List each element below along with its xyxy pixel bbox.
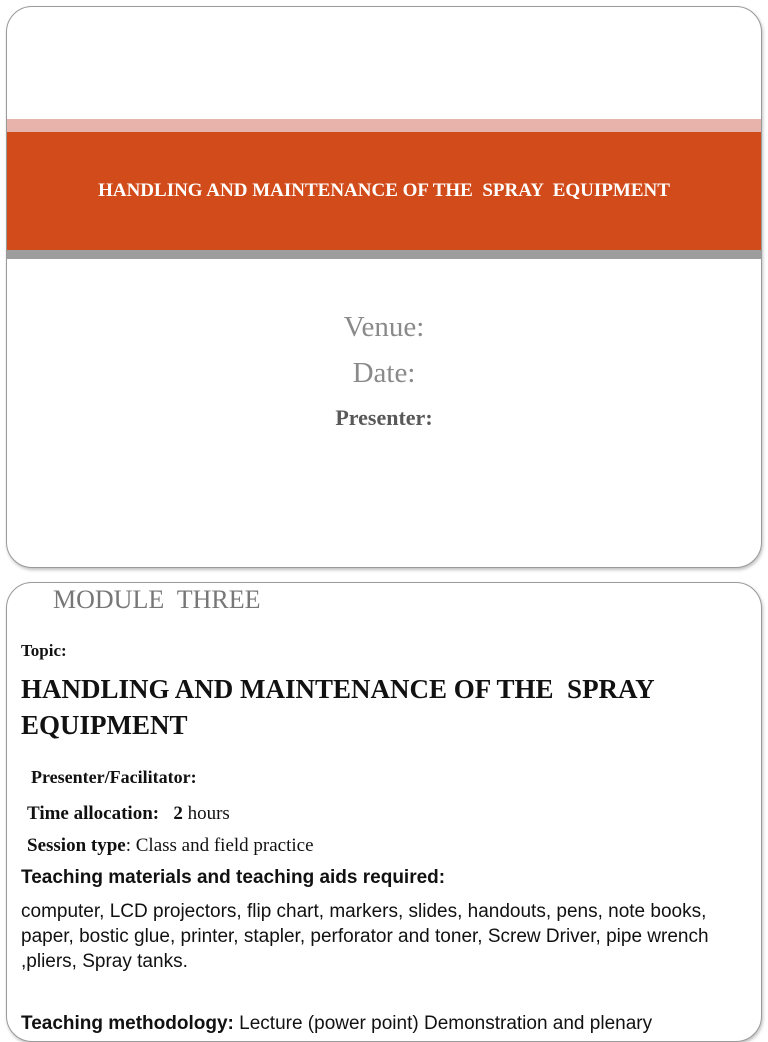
presenter-label: Presenter: — [335, 405, 433, 430]
session-type — [27, 835, 314, 857]
session-type-label: Session type — [27, 835, 126, 856]
date-label: Date: — [352, 357, 416, 389]
methodology — [21, 1013, 762, 1035]
materials-heading: Teaching materials and teaching aids required: — [21, 867, 446, 888]
module-slide — [6, 582, 762, 1042]
slide-title: HANDLING AND MAINTENANCE OF THE SPRAY EQUIPMENT — [98, 180, 670, 201]
title-band-bottom-stripe — [7, 250, 761, 259]
title-band-top-stripe — [7, 119, 761, 132]
time-allocation-label: Time allocation: — [27, 803, 160, 824]
topic-label: Topic: — [21, 641, 67, 660]
facilitator-label: Presenter/Facilitator: — [31, 767, 197, 787]
time-allocation-value: 2 — [173, 803, 183, 824]
session-type-value: : Class and field practice — [125, 835, 314, 856]
materials-list: computer, LCD projectors, flip chart, markers, slides, handouts, pens, note books, paper, bostic glue, printer, stapler, perforator and toner, Screw Driver, pipe wrench ,pliers, Spray tanks. — [21, 901, 709, 972]
venue-label: Venue: — [343, 311, 425, 343]
time-allocation-unit: hours — [182, 803, 230, 824]
topic-title: HANDLING AND MAINTENANCE OF THE SPRAY EQUIPMENT — [21, 674, 661, 740]
module-heading: MODULE THREE — [53, 585, 261, 614]
methodology-label: Teaching methodology: — [21, 1013, 234, 1034]
time-allocation — [27, 803, 230, 825]
methodology-value: Lecture (power point) Demonstration and plenary — [233, 1013, 653, 1034]
title-slide — [6, 6, 762, 568]
